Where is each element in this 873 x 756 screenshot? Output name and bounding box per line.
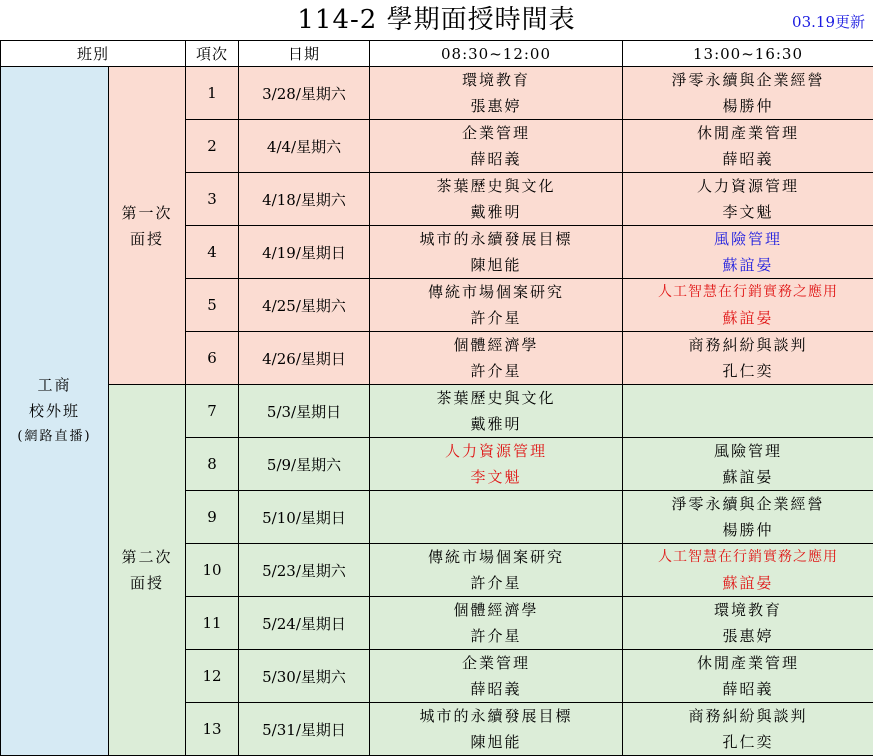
row-date: 4/4/星期六 bbox=[239, 120, 370, 173]
row-date: 5/30/星期六 bbox=[239, 650, 370, 703]
am-session bbox=[370, 385, 623, 438]
pm-course: 淨零永續與企業經營 bbox=[623, 67, 873, 93]
row-date: 5/31/星期日 bbox=[239, 703, 370, 756]
am-course: 環境教育 bbox=[370, 67, 622, 93]
pm-session bbox=[623, 173, 873, 226]
am-course: 企業管理 bbox=[370, 650, 622, 676]
pm-teacher: 蘇誼晏 bbox=[623, 252, 873, 278]
row-date: 3/28/星期六 bbox=[239, 67, 370, 120]
schedule-table bbox=[0, 40, 873, 756]
pm-session bbox=[623, 120, 873, 173]
col-header-class: 班別 bbox=[1, 41, 186, 67]
phase-2-label: 第二次 bbox=[109, 544, 185, 570]
pm-session bbox=[623, 385, 873, 438]
pm-session bbox=[623, 703, 873, 756]
class-note: (網路直播) bbox=[1, 424, 108, 450]
am-session bbox=[370, 491, 623, 544]
row-number: 7 bbox=[186, 385, 239, 438]
pm-course: 休閒產業管理 bbox=[623, 650, 873, 676]
pm-course: 商務糾紛與談判 bbox=[623, 703, 873, 729]
row-number: 12 bbox=[186, 650, 239, 703]
pm-teacher: 蘇誼晏 bbox=[623, 570, 873, 596]
pm-teacher: 楊勝仲 bbox=[623, 93, 873, 119]
row-number: 10 bbox=[186, 544, 239, 597]
pm-session bbox=[623, 650, 873, 703]
pm-session bbox=[623, 226, 873, 279]
row-date: 5/24/星期日 bbox=[239, 597, 370, 650]
pm-session bbox=[623, 544, 873, 597]
pm-teacher: 薛昭義 bbox=[623, 676, 873, 702]
am-session bbox=[370, 544, 623, 597]
row-date: 4/26/星期日 bbox=[239, 332, 370, 385]
phase-1-cell bbox=[109, 67, 186, 385]
row-number: 1 bbox=[186, 67, 239, 120]
page-title: 114-2 學期面授時間表 bbox=[0, 2, 873, 38]
phase-1-sub: 面授 bbox=[109, 226, 185, 252]
pm-course: 淨零永續與企業經營 bbox=[623, 491, 873, 517]
pm-course: 人工智慧在行銷實務之應用 bbox=[623, 544, 873, 570]
row-number: 3 bbox=[186, 173, 239, 226]
pm-course: 商務糾紛與談判 bbox=[623, 332, 873, 358]
am-session bbox=[370, 226, 623, 279]
am-course: 企業管理 bbox=[370, 120, 622, 146]
am-teacher: 陳旭能 bbox=[370, 729, 622, 755]
am-teacher: 許介星 bbox=[370, 623, 622, 649]
row-date: 5/9/星期六 bbox=[239, 438, 370, 491]
am-session bbox=[370, 279, 623, 332]
col-header-am: 08:30~12:00 bbox=[370, 41, 623, 67]
am-teacher: 許介星 bbox=[370, 305, 622, 331]
row-number: 2 bbox=[186, 120, 239, 173]
pm-teacher: 蘇誼晏 bbox=[623, 305, 873, 331]
row-number: 13 bbox=[186, 703, 239, 756]
class-cell bbox=[1, 67, 109, 756]
pm-teacher: 蘇誼晏 bbox=[623, 464, 873, 490]
am-teacher: 戴雅明 bbox=[370, 411, 622, 437]
pm-teacher: 孔仁奕 bbox=[623, 358, 873, 384]
phase-2-sub: 面授 bbox=[109, 570, 185, 596]
row-date: 5/23/星期六 bbox=[239, 544, 370, 597]
phase-2-cell bbox=[109, 385, 186, 756]
row-number: 9 bbox=[186, 491, 239, 544]
am-course: 茶葉歷史與文化 bbox=[370, 385, 622, 411]
am-course: 茶葉歷史與文化 bbox=[370, 173, 622, 199]
am-teacher: 許介星 bbox=[370, 358, 622, 384]
class-type: 校外班 bbox=[1, 398, 108, 424]
row-date: 4/25/星期六 bbox=[239, 279, 370, 332]
pm-course: 人力資源管理 bbox=[623, 173, 873, 199]
am-session bbox=[370, 650, 623, 703]
row-number: 4 bbox=[186, 226, 239, 279]
row-date: 4/18/星期六 bbox=[239, 173, 370, 226]
pm-teacher: 薛昭義 bbox=[623, 146, 873, 172]
class-name: 工商 bbox=[1, 372, 108, 398]
am-session bbox=[370, 67, 623, 120]
am-course: 城市的永續發展目標 bbox=[370, 226, 622, 252]
am-teacher: 張惠婷 bbox=[370, 93, 622, 119]
pm-teacher: 李文魁 bbox=[623, 199, 873, 225]
am-teacher: 薛昭義 bbox=[370, 676, 622, 702]
row-date: 4/19/星期日 bbox=[239, 226, 370, 279]
row-number: 5 bbox=[186, 279, 239, 332]
row-number: 11 bbox=[186, 597, 239, 650]
pm-session bbox=[623, 67, 873, 120]
row-number: 8 bbox=[186, 438, 239, 491]
pm-session bbox=[623, 438, 873, 491]
am-session bbox=[370, 597, 623, 650]
am-course: 人力資源管理 bbox=[370, 438, 622, 464]
am-course: 個體經濟學 bbox=[370, 597, 622, 623]
header-row bbox=[1, 41, 873, 67]
am-session bbox=[370, 173, 623, 226]
am-session bbox=[370, 332, 623, 385]
pm-session bbox=[623, 597, 873, 650]
pm-course: 休閒產業管理 bbox=[623, 120, 873, 146]
pm-teacher: 孔仁奕 bbox=[623, 729, 873, 755]
table-row bbox=[1, 67, 873, 120]
pm-session bbox=[623, 491, 873, 544]
pm-course: 風險管理 bbox=[623, 226, 873, 252]
am-course: 個體經濟學 bbox=[370, 332, 622, 358]
am-course: 城市的永續發展目標 bbox=[370, 703, 622, 729]
pm-teacher: 楊勝仲 bbox=[623, 517, 873, 543]
pm-course: 環境教育 bbox=[623, 597, 873, 623]
pm-teacher: 張惠婷 bbox=[623, 623, 873, 649]
am-course: 傳統市場個案研究 bbox=[370, 279, 622, 305]
am-session bbox=[370, 703, 623, 756]
pm-course: 人工智慧在行銷實務之應用 bbox=[623, 279, 873, 305]
am-teacher: 薛昭義 bbox=[370, 146, 622, 172]
am-course: 傳統市場個案研究 bbox=[370, 544, 622, 570]
pm-course: 風險管理 bbox=[623, 438, 873, 464]
col-header-date: 日期 bbox=[239, 41, 370, 67]
row-number: 6 bbox=[186, 332, 239, 385]
row-date: 5/10/星期日 bbox=[239, 491, 370, 544]
am-teacher: 李文魁 bbox=[370, 464, 622, 490]
title-bar bbox=[0, 0, 873, 40]
col-header-pm: 13:00~16:30 bbox=[623, 41, 873, 67]
update-note: 03.19更新 bbox=[792, 12, 865, 32]
pm-session bbox=[623, 279, 873, 332]
col-header-item: 項次 bbox=[186, 41, 239, 67]
am-session bbox=[370, 438, 623, 491]
table-row bbox=[1, 385, 873, 438]
phase-1-label: 第一次 bbox=[109, 200, 185, 226]
am-session bbox=[370, 120, 623, 173]
am-teacher: 陳旭能 bbox=[370, 252, 622, 278]
row-date: 5/3/星期日 bbox=[239, 385, 370, 438]
pm-session bbox=[623, 332, 873, 385]
am-teacher: 許介星 bbox=[370, 570, 622, 596]
am-teacher: 戴雅明 bbox=[370, 199, 622, 225]
